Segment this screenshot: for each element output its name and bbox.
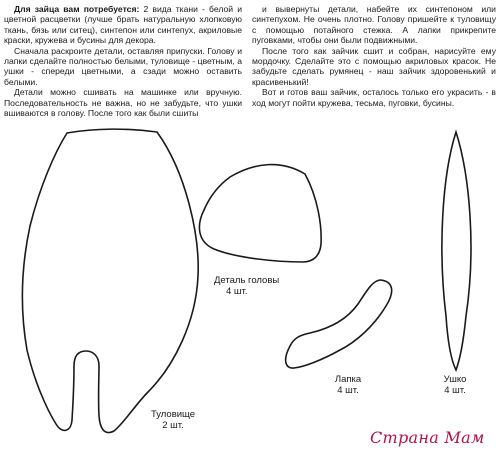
body-pattern-piece xyxy=(22,129,198,432)
sewing-paragraph: Детали можно сшивать на машинке или вручную. Последовательность не важна, но не забудьте, что ушки вшиваются в голову. После того как были сшиты xyxy=(4,87,242,119)
cutting-paragraph: Сначала раскроите детали, оставляя припуски. Голову и лапки сделайте полностью белыми, туловище - цветным, а ушки - спереди цветными, а сзади можно оставить белыми. xyxy=(4,45,242,87)
head-caption-count: 4 шт. xyxy=(226,286,248,297)
body-caption-title: Туловище xyxy=(150,409,196,420)
paw-caption xyxy=(318,374,378,396)
ear-caption xyxy=(430,374,480,396)
head-pattern-piece xyxy=(199,165,321,262)
ear-pattern-piece xyxy=(442,132,471,370)
decoration-paragraph: Вот и готов ваш зайчик, осталось только его украсить - в ход могут пойти кружева, тесьма, пуговки, бусины. xyxy=(252,87,496,108)
body-caption xyxy=(140,409,206,431)
stuffing-paragraph: и вывернуты детали, набейте их синтепоном или синтепухом. Не очень плотно. Голову пришейте к туловищу с помощью потайного стежка. А лапки прикрепите пуговками, чтобы они были подвижными. xyxy=(252,4,496,46)
head-caption xyxy=(214,275,304,297)
face-paragraph: После того как зайчик сшит и собран, нарисуйте ему мордочку. Сделайте это с помощью акриловых красок. Не забудьте сделать румянец - наш зайчик здоровенький и красивенький! xyxy=(252,45,496,87)
paw-caption-title: Лапка xyxy=(334,374,362,385)
head-caption-title: Деталь головы xyxy=(214,275,280,286)
paw-caption-count: 4 шт. xyxy=(337,385,359,396)
materials-lead: Для зайца вам потребуется: xyxy=(14,4,140,14)
site-watermark: Страна Мам xyxy=(370,428,485,447)
body-caption-count: 2 шт. xyxy=(162,420,184,431)
ear-caption-count: 4 шт. xyxy=(444,385,466,396)
materials-text: 2 вида ткани - белой и цветной расцветки (лучше брать натуральную хлопковую ткань, бязь или ситец), синтепон или синтепух, акриловые краски, кружева и бусины для декора. xyxy=(4,4,242,46)
ear-caption-title: Ушко xyxy=(443,374,467,385)
